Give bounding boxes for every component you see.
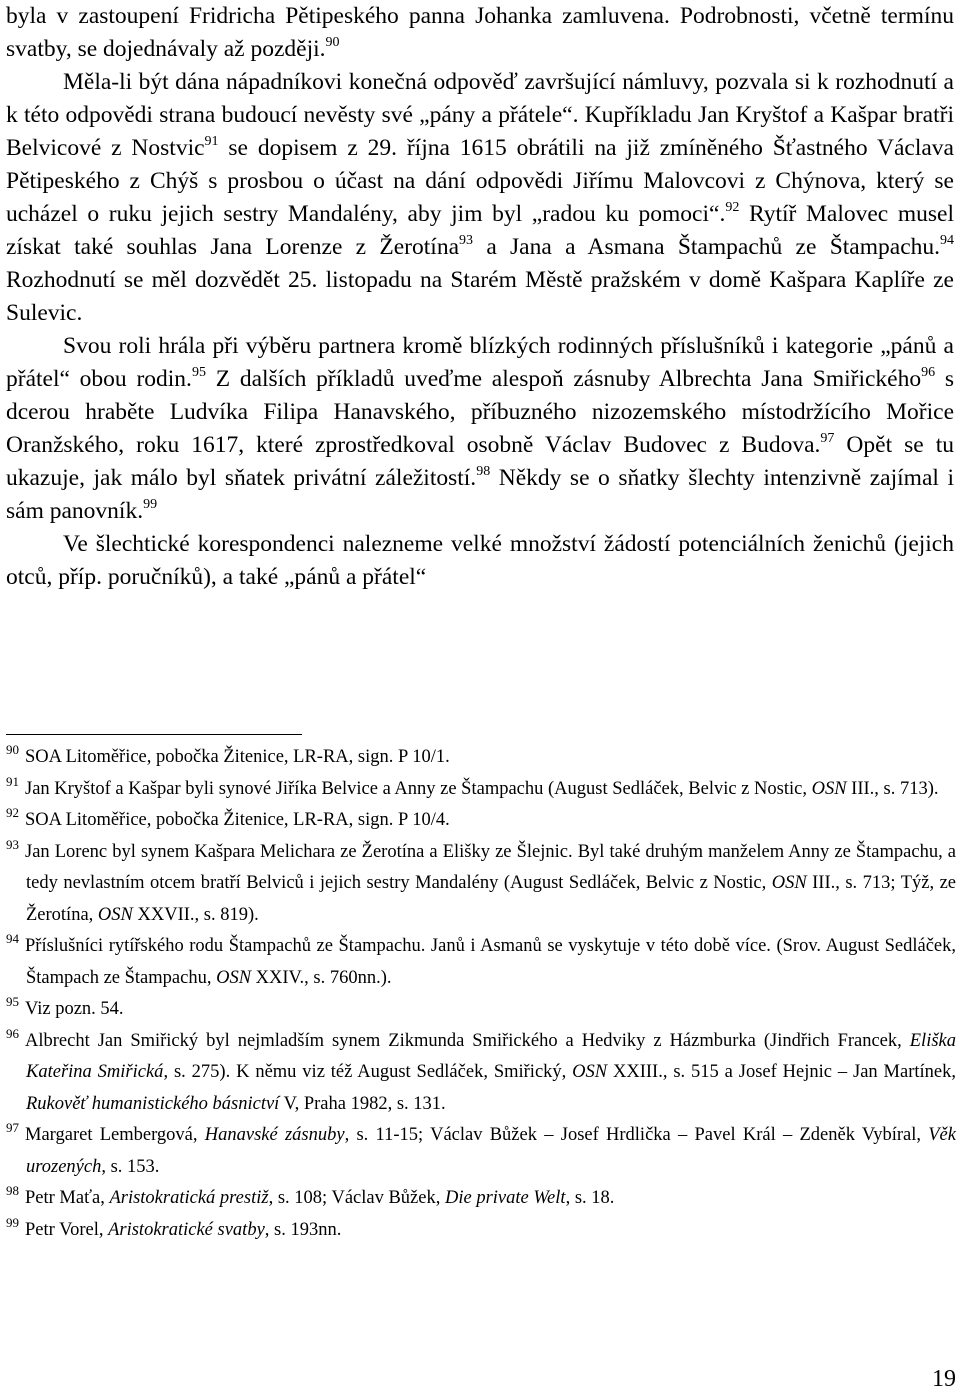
footnote-ref: 92 xyxy=(725,200,740,215)
text-run: XXIII., s. 515 a Josef Hejnic – Jan Martínek, xyxy=(607,1062,956,1082)
footnote xyxy=(6,742,956,774)
text-run: Rytíř Malovec musel získat také souhlas Jana Lorenze z Žerotína xyxy=(6,201,954,260)
italic-text: OSN xyxy=(811,778,847,799)
text-run: Příslušníci rytířského rodu Štampachů ze Štampachu. Janů i Asmanů se vyskytuje v této době více. (Srov. August Sedláček, Štampach ze Štampachu, xyxy=(25,936,956,988)
text-run: Jan Kryštof a Kašpar byli synové Jiříka Belvice a Anny ze Štampachu (August Sedláček, Belvic z Nostic, xyxy=(25,778,812,799)
text-run: , s. 108; Václav Bůžek, xyxy=(268,1188,445,1208)
footnote-separator xyxy=(6,734,302,735)
text-run: III., s. 713; Týž, ze Žerotína, xyxy=(26,873,957,925)
italic-text: Die private Welt xyxy=(444,1188,566,1208)
footnote-ref: 96 xyxy=(921,365,936,380)
text-run: Albrecht Jan Smiřický byl nejmladším synem Zikmunda Smiřického a Hedviky z Házmburka (Jindřich Francek, xyxy=(25,1030,910,1051)
text-run: Ve šlechtické korespondenci nalezneme velké množství žádostí potenciálních ženichů (jejich otců, příp. poručníků), a také „pánů a přátel“ xyxy=(6,531,954,590)
footnote xyxy=(6,994,956,1026)
footnote-ref: 98 xyxy=(476,464,491,479)
text-run: Viz pozn. 54. xyxy=(25,999,124,1019)
footnote xyxy=(6,1215,956,1247)
italic-text: Aristokratická prestiž xyxy=(109,1188,269,1208)
text-run: Margaret Lembergová, xyxy=(25,1125,205,1145)
text-run: XXIV., s. 760nn.). xyxy=(251,967,392,988)
body-text xyxy=(6,0,954,594)
italic-text: Eliška Kateřina Smiřická xyxy=(26,1030,956,1082)
paragraph xyxy=(6,330,954,528)
text-run: Rozhodnutí se měl dozvědět 25. listopadu na Starém Městě pražském v domě Kašpara Kaplíře ze Sulevic. xyxy=(6,267,954,326)
text-run: , s. 153. xyxy=(101,1156,160,1177)
text-run: Petr Vorel, xyxy=(25,1219,109,1240)
text-run: XXVII., s. 819). xyxy=(132,904,259,925)
text-run: , s. 193nn. xyxy=(264,1219,342,1240)
footnote-ref: 90 xyxy=(325,35,340,50)
text-run: Svou roli hrála při výběru partnera kromě blízkých rodinných příslušníků i kategorie „pánů a přátel“ obou rodin. xyxy=(6,333,954,392)
italic-text: Rukověť humanistického básnictví xyxy=(26,1093,280,1114)
text-run: Někdy se o sňatky šlechty intenzivně zajímal i sám panovník. xyxy=(6,465,954,524)
text-run: a Jana a Asmana Štampachů ze Štampachu. xyxy=(473,234,941,260)
footnotes xyxy=(6,742,956,1246)
footnote-number: 99 xyxy=(6,1214,19,1230)
italic-text: OSN xyxy=(97,904,133,925)
footnote xyxy=(6,931,956,994)
text-run: se dopisem z 29. října 1615 obrátili na již zmíněného Šťastného Václava Pětipeského z Chýš s prosbou o účast na dání odpovědi Jiřímu Malovcovi z Chýnova, který se ucházel o ruku jejich sestry Mandalény, aby jim byl „radou ku pomoci“. xyxy=(6,135,954,227)
text-run: , s. 18. xyxy=(565,1188,615,1208)
footnote xyxy=(6,1120,956,1183)
page-number: 19 xyxy=(932,1366,956,1392)
footnote-number: 96 xyxy=(6,1025,19,1041)
footnote xyxy=(6,1183,956,1215)
text-run: Petr Maťa, xyxy=(25,1188,110,1208)
footnote-ref: 94 xyxy=(940,233,955,248)
italic-text: Věk urozených xyxy=(26,1125,956,1177)
footnote-number: 97 xyxy=(6,1120,19,1135)
text-run: SOA Litoměřice, pobočka Žitenice, LR-RA, sign. P 10/1. xyxy=(25,747,450,767)
footnote-ref: 99 xyxy=(143,497,158,512)
paragraph xyxy=(6,66,954,330)
page xyxy=(6,0,954,594)
text-run: V, Praha 1982, s. 131. xyxy=(279,1093,446,1114)
footnote-number: 95 xyxy=(6,994,19,1009)
paragraph xyxy=(6,0,954,66)
text-run: byla v zastoupení Fridricha Pětipeského panna Johanka zamluvena. Podrobnosti, včetně termínu svatby, se dojednávaly až později. xyxy=(6,3,954,62)
italic-text: OSN xyxy=(572,1062,608,1082)
footnote-number: 93 xyxy=(6,836,19,852)
text-run: Opět se tu ukazuje, jak málo byl sňatek privátní záležitostí. xyxy=(6,432,954,491)
footnote xyxy=(6,1026,956,1121)
footnote-ref: 95 xyxy=(191,365,206,380)
text-run: , s. 275). K němu viz též August Sedláček, Smiřický, xyxy=(163,1062,573,1082)
italic-text: Aristokratické svatby xyxy=(108,1219,265,1240)
footnote xyxy=(6,774,956,806)
italic-text: Hanavské zásnuby xyxy=(204,1125,345,1145)
paragraph xyxy=(6,528,954,594)
footnote xyxy=(6,805,956,837)
text-run: III., s. 713). xyxy=(846,778,939,799)
italic-text: OSN xyxy=(771,873,807,893)
text-run: SOA Litoměřice, pobočka Žitenice, LR-RA, sign. P 10/4. xyxy=(25,810,450,830)
footnote-ref: 93 xyxy=(459,233,474,248)
text-run: Jan Lorenc byl synem Kašpara Melichara ze Žerotína a Elišky ze Šlejnic. Byl také druhým manželem Anny ze Štampachu, a tedy nevlastním otcem bratří Belviců i jejich sestry Mandalény (August Sedláček, Belvic z Nostic, xyxy=(25,841,956,893)
italic-text: OSN xyxy=(216,967,252,988)
footnote xyxy=(6,837,956,932)
text-run: , s. 11-15; Václav Bůžek – Josef Hrdlička – Pavel Král – Zdeněk Vybíral, xyxy=(344,1125,929,1145)
footnote-number: 92 xyxy=(6,805,19,820)
footnote-number: 91 xyxy=(6,773,19,789)
text-run: Z dalších příkladů uveďme alespoň zásnuby Albrechta Jana Smiřického xyxy=(205,366,922,392)
footnote-number: 94 xyxy=(6,931,19,946)
footnote-ref: 97 xyxy=(820,431,835,446)
footnote-number: 90 xyxy=(6,742,19,757)
footnote-number: 98 xyxy=(6,1183,19,1198)
text-run: s dcerou hraběte Ludvíka Filipa Hanavského, příbuzného nizozemského místodržícího Mořice Oranžského, roku 1617, které zprostředkoval osobně Václav Budovec z Budova. xyxy=(6,366,954,458)
footnote-ref: 91 xyxy=(204,134,219,149)
text-run: Měla-li být dána nápadníkovi konečná odpověď završující námluvy, pozvala si k rozhodnutí a k této odpovědi strana budoucí nevěsty své „pány a přátele“. Kupříkladu Jan Kryštof a Kašpar bratři Belvicové z Nostvic xyxy=(6,69,954,161)
